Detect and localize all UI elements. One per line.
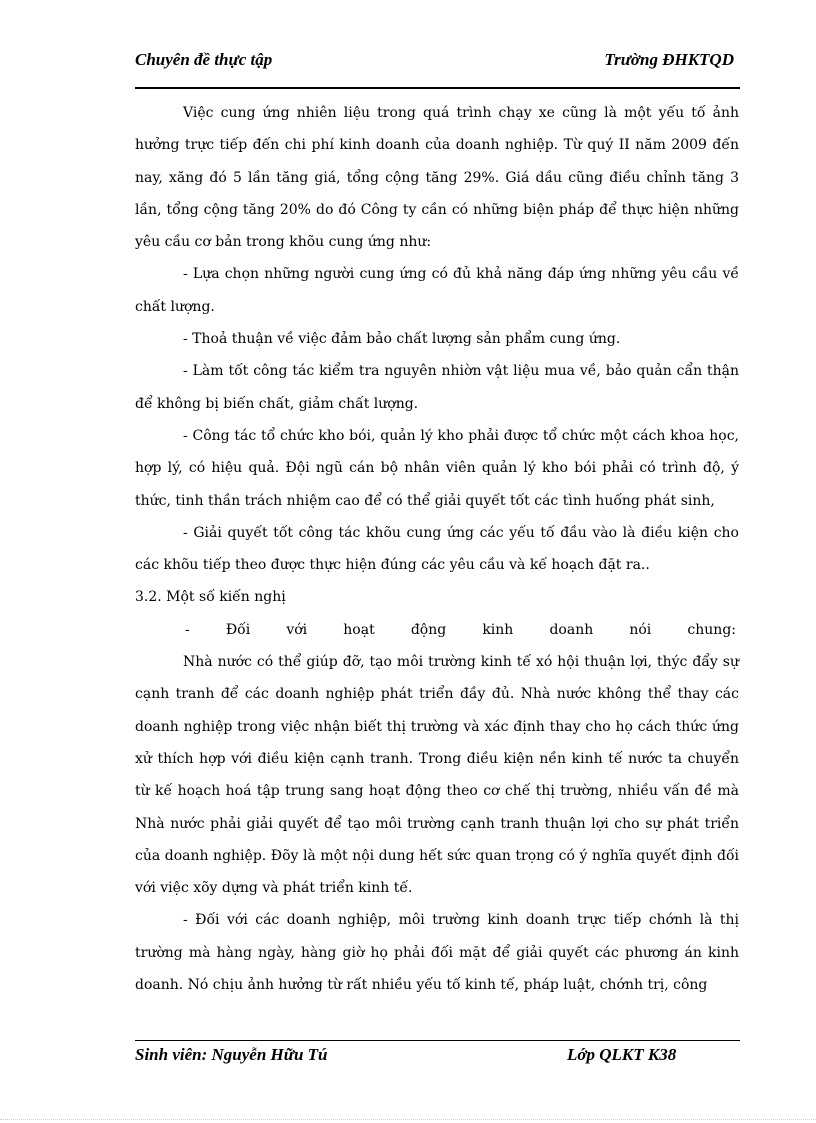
subheading-line bbox=[135, 614, 739, 646]
word: kinh bbox=[482, 621, 514, 638]
list-item: - Làm tốt công tác kiểm tra nguyên nhiờn vật liệu mua về, bảo quản cẩn thận để không bị biến chất, giảm chất lượng. bbox=[135, 363, 739, 412]
word: động bbox=[410, 621, 447, 638]
list-item: - Lựa chọn những người cung ứng có đủ khả năng đáp ứng những yêu cầu về chất lượng. bbox=[135, 266, 739, 315]
header-left-title: Chuyên đề thực tập bbox=[135, 50, 273, 69]
paragraph: Nhà nước có thể giúp đỡ, tạo môi trường kinh tế xó hội thuận lợi, thýc đẩy sự cạnh tranh để các doanh nghiệp phát triển đầy đủ. Nhà nước không thể thay các doanh nghiệp trong việc nhận biết thị trường và xác định thay cho họ cách thức ứng xử thích hợp với điều kiện cạnh tranh. Trong điều kiện nền kinh tế nước ta chuyển từ kế hoạch hoá tập trung sang hoạt động theo cơ chế thị trường, nhiều vấn đề mà Nhà nước phải giải quyết để tạo môi trường cạnh tranh thuận lợi cho sự phát triển của doanh nghiệp. Đõy là một nội dung hết sức quan trọng có ý nghĩa quyết định đối với việc xõy dựng và phát triển kinh tế. bbox=[135, 654, 739, 897]
word: chung: bbox=[687, 621, 736, 638]
header-right-title: Trường ĐHKTQD bbox=[604, 50, 734, 69]
word: doanh bbox=[549, 621, 594, 638]
document-body bbox=[135, 97, 739, 1001]
paragraph: - Đối với các doanh nghiệp, môi trường kinh doanh trực tiếp chớnh là thị trường mà hàng ngày, hàng giờ họ phải đối mặt để giải quyết các phương án kinh doanh. Nó chịu ảnh hưởng từ rất nhiều yếu tố kinh tế, pháp luật, chớnh trị, công bbox=[135, 912, 739, 994]
page-bottom-edge bbox=[0, 1119, 816, 1120]
paragraph: Việc cung ứng nhiên liệu trong quá trình chạy xe cũng là một yếu tố ảnh hưởng trực tiếp đến chi phí kinh doanh của doanh nghiệp. Từ quý II năm 2009 đến nay, xăng đó 5 lần tăng giá, tổng cộng tăng 29%. Giá dầu cũng điều chỉnh tăng 3 lần, tổng cộng tăng 20% do đó Công ty cần có những biện pháp để thực hiện những yêu cầu cơ bản trong khõu cung ứng như: bbox=[135, 105, 739, 251]
page-header bbox=[135, 47, 740, 89]
word: với bbox=[286, 621, 308, 638]
list-item: - Thoả thuận về việc đảm bảo chất lượng sản phẩm cung ứng. bbox=[183, 331, 621, 348]
footer-class-name: Lớp QLKT K38 bbox=[567, 1045, 677, 1064]
word: Đối bbox=[225, 621, 251, 638]
section-heading: 3.2. Một số kiến nghị bbox=[135, 589, 286, 606]
page-footer bbox=[135, 1040, 740, 1071]
list-item: - Giải quyết tốt công tác khõu cung ứng các yếu tố đầu vào là điều kiện cho các khõu tiếp theo được thực hiện đúng các yêu cầu và kế hoạch đặt ra.. bbox=[135, 524, 739, 574]
word: hoạt bbox=[343, 621, 375, 638]
list-item: - Công tác tổ chức kho bói, quản lý kho phải được tổ chức một cách khoa học, hợp lý, có hiệu quả. Đội ngũ cán bộ nhân viên quản lý kho bói phải có trình độ, ý thức, tinh thần trách nhiệm cao để có thể giải quyết tốt các tình huống phát sinh, bbox=[135, 427, 739, 509]
footer-student-name: Sinh viên: Nguyễn Hữu Tú bbox=[135, 1045, 328, 1064]
word: nói bbox=[629, 621, 652, 638]
word: - bbox=[185, 621, 190, 638]
